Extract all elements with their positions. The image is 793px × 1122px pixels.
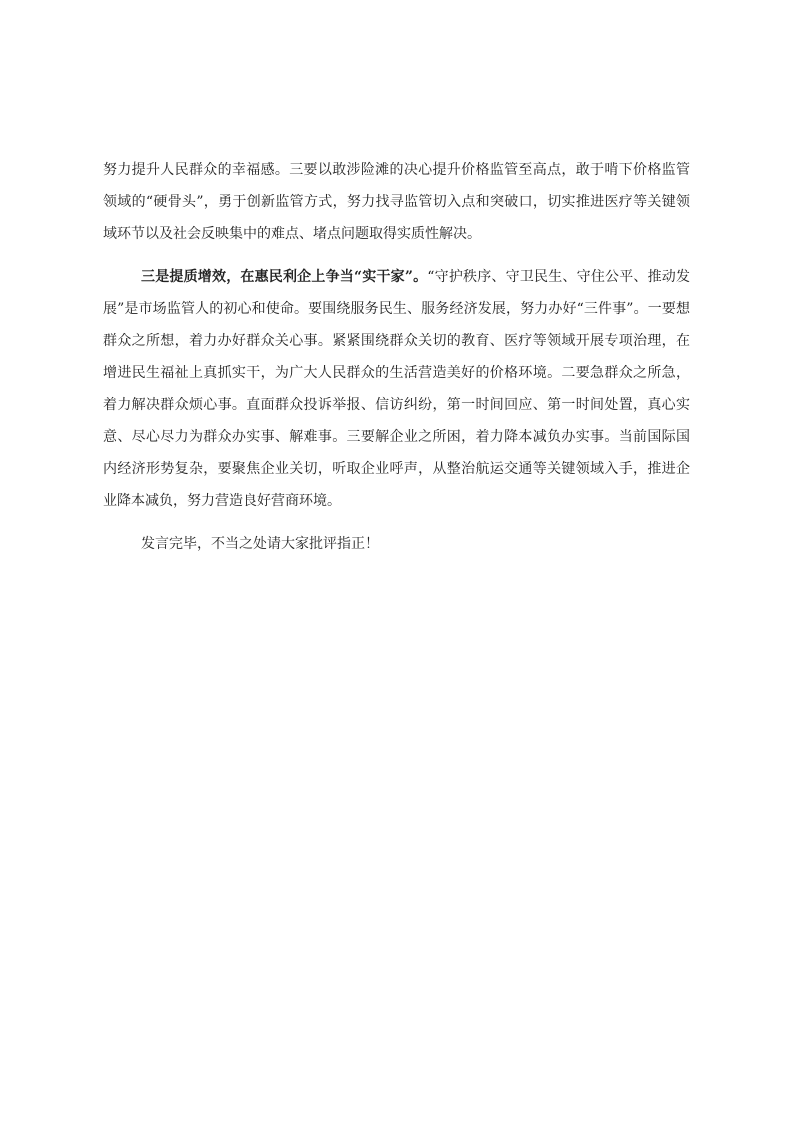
paragraph-1 [103,154,690,250]
closing-paragraph [103,528,690,560]
closing-text: 发言完毕，不当之处请大家批评指正！ [141,536,379,552]
document-body [103,154,690,571]
paragraph-1-text: 努力提升人民群众的幸福感。三要以敢涉险滩的决心提升价格监管至高点，敢于啃下价格监管领域的“硬骨头”，勇于创新监管方式，努力找寻监管切入点和突破口，切实推进医疗等关键领域环节以及社会反映集中的难点、堵点问题取得实质性解决。 [103,162,690,242]
paragraph-2-heading: 三是提质增效，在惠民利企上争当“实干家”。 [141,269,428,285]
paragraph-2 [103,261,690,517]
paragraph-2-text: “守护秩序、守卫民生、守住公平、推动发展”是市场监管人的初心和使命。要围绕服务民生、服务经济发展，努力办好“三件事”。一要想群众之所想，着力办好群众关心事。紧紧围绕群众关切的教育、医疗等领域开展专项治理，在增进民生福祉上真抓实干，为广大人民群众的生活营造美好的价格环境。二要急群众之所急，着力解决群众烦心事。直面群众投诉举报、信访纠纷，第一时间回应、第一时间处置，真心实意、尽心尽力为群众办实事、解难事。三要解企业之所困，着力降本减负办实事。当前国际国内经济形势复杂，要聚焦企业关切，听取企业呼声，从整治航运交通等关键领域入手，推进企业降本减负，努力营造良好营商环境。 [103,269,691,509]
